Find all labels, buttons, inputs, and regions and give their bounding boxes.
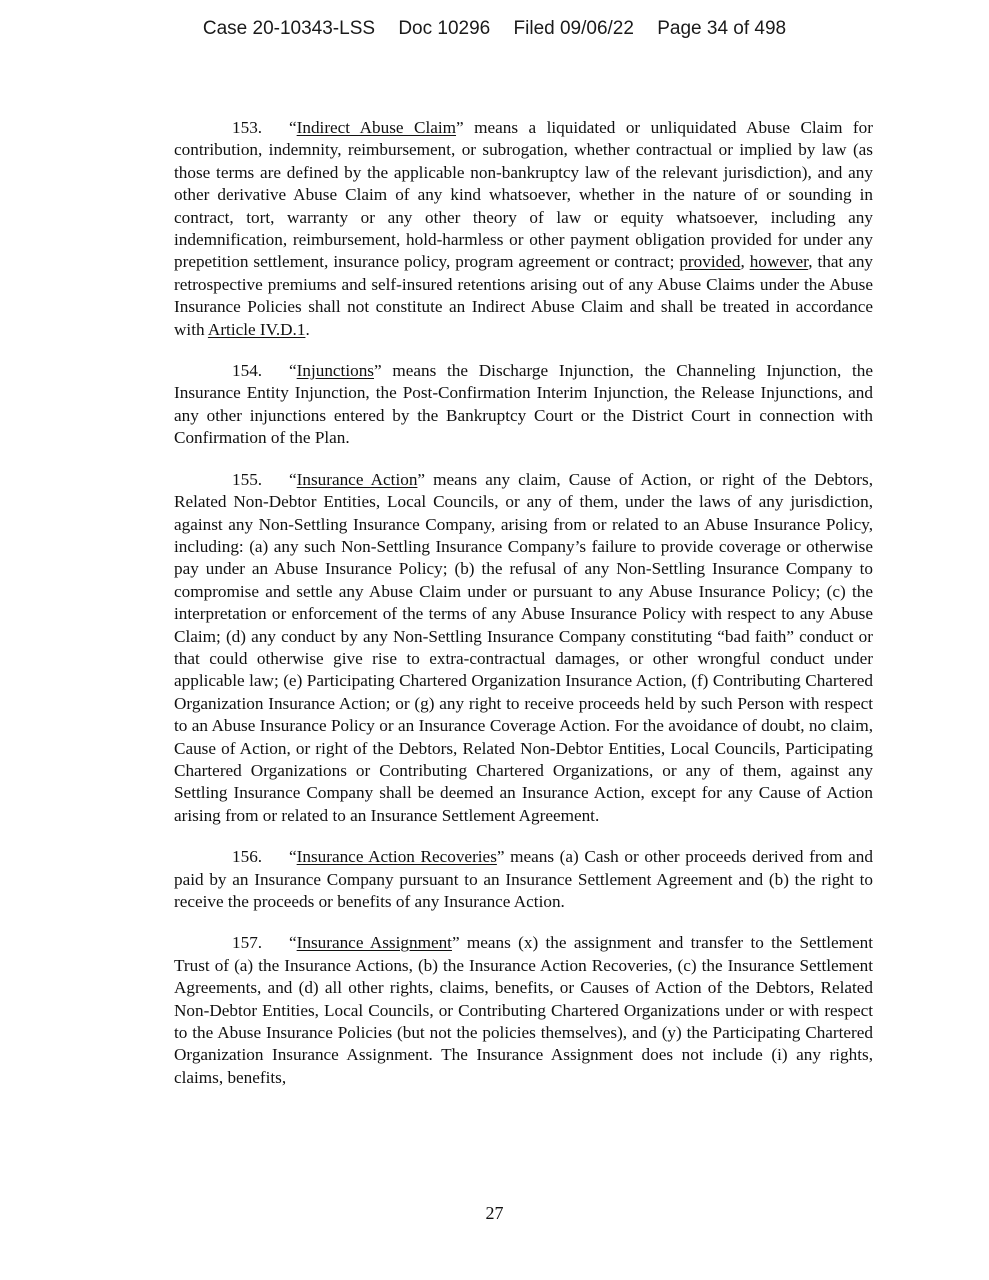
paragraph-number: 154. — [232, 361, 263, 381]
definition-text: ” means a liquidated or unliquidated Abuse Claim for contribution, indemnity, reimbursement, or subrogation, whether contractual or implied by law (as those terms are defined by the applicable non-bankruptcy law of the relevant jurisdiction), and any other derivative Abuse Claim of any kind whatsoever, whether in the nature of or sounding in contract, tort, warranty or any other theory of law or equity whatsoever, including any indemnification, reimbursement, hold-harmless or other payment obligation provided for under any prepetition settlement, insurance policy, program agreement or contract; — [174, 118, 873, 272]
definition-text: ” means any claim, Cause of Action, or right of the Debtors, Related Non-Debtor Entities, Local Councils, or any of them, under the laws of any jurisdiction, against any Non-Settling Insurance Company, arising from or related to an Abuse Insurance Policy, including: (a) any such Non-Settling Insurance Company’s failure to provide coverage or otherwise pay under an Abuse Insurance Policy; (b) the refusal of any Non-Settling Insurance Company to compromise and settle any Abuse Claim under or pursuant to any Abuse Insurance Policy; (c) the interpretation or enforcement of the terms of any Abuse Insurance Policy with respect to any Abuse Claim; (d) any conduct by any Non-Settling Insurance Company constituting “bad faith” conduct or that could otherwise give rise to extra-contractual damages, or other wrongful conduct under applicable law; (e) Participating Chartered Organization Insurance Action, (f) Contributing Chartered Organization Insurance Action; or (g) any right to receive proceeds held by such Person with respect to an Abuse Insurance Policy or an Insurance Coverage Action. For the avoidance of doubt, no claim, Cause of Action, or right of the Debtors, Related Non-Debtor Entities, Local Councils, Participating Chartered Organizations or Contributing Chartered Organizations, or any of them, against any Settling Insurance Company shall be deemed an Insurance Action, except for any Cause of Action arising from or related to an Insurance Settlement Agreement. — [174, 469, 873, 825]
defined-term: Insurance Action — [296, 469, 418, 489]
definition-paragraph-157: 157. “Insurance Assignment” means (x) the assignment and transfer to the Settlement Trust of (a) the Insurance Actions, (b) the Insurance Action Recoveries, (c) the Insurance Settlement Agreements, and (d) all other rights, claims, benefits, or Causes of Action of the Debtors, Related Non-Debtor Entities, Local Councils, or Contributing Chartered Organizations under or with respect to the Abuse Insurance Policies (but not the policies themselves), and (y) the Participating Chartered Organization Insurance Assignment. The Insurance Assignment does not include (i) any rights, claims, benefits, — [174, 933, 873, 1087]
paragraph-number: 157. — [232, 933, 263, 953]
emphasis-provided: provided — [679, 252, 741, 272]
paragraph-number: 156. — [232, 847, 263, 867]
defined-term: Indirect Abuse Claim — [296, 118, 457, 137]
page-number: 27 — [485, 1203, 504, 1223]
definition-paragraph-156: 156. “Insurance Action Recoveries” means (a) Cash or other proceeds derived from and paid by an Insurance Company pursuant to an Insurance Settlement Agreement and (b) the right to receive the proceeds or benefits of any Insurance Action. — [174, 847, 873, 911]
defined-term: Insurance Action Recoveries — [296, 847, 497, 867]
case-header — [0, 18, 989, 40]
paragraph-number: 153. — [232, 118, 263, 137]
definition-text: ” means (a) Cash or other proceeds derived from and paid by an Insurance Company pursuant to an Insurance Settlement Agreement and (b) the right to receive the proceeds or benefits of any Insurance Action. — [174, 847, 873, 911]
article-reference: Article IV.D.1 — [207, 319, 306, 339]
definition-text: ” means the Discharge Injunction, the Channeling Injunction, the Insurance Entity Injunction, the Post-Confirmation Interim Injunction, the Release Injunctions, and any other injunctions entered by the Bankruptcy Court or the District Court in connection with Confirmation of the Plan. — [174, 361, 873, 448]
paragraph-number: 155. — [232, 469, 263, 489]
definition-text: ” means (x) the assignment and transfer to the Settlement Trust of (a) the Insurance Actions, (b) the Insurance Action Recoveries, (c) the Insurance Settlement Agreements, and (d) all other rights, claims, benefits, or Causes of Action of the Debtors, Related Non-Debtor Entities, Local Councils, or Contributing Chartered Organizations under or with respect to the Abuse Insurance Policies (but not the policies themselves), and (y) the Participating Chartered Organization Insurance Assignment. The Insurance Assignment does not include (i) any rights, claims, benefits, — [174, 933, 873, 1087]
definition-paragraph-155: 155. “Insurance Action” means any claim, Cause of Action, or right of the Debtors, Related Non-Debtor Entities, Local Councils, or any of them, under the laws of any jurisdiction, against any Non-Settling Insurance Company, arising from or related to an Abuse Insurance Policy, including: (a) any such Non-Settling Insurance Company’s failure to provide coverage or otherwise pay under an Abuse Insurance Policy; (b) the refusal of any Non-Settling Insurance Company to compromise and settle any Abuse Claim under or pursuant to any Abuse Insurance Policy; (c) the interpretation or enforcement of the terms of any Abuse Insurance Policy with respect to any Abuse Claim; (d) any conduct by any Non-Settling Insurance Company constituting “bad faith” conduct or that could otherwise give rise to extra-contractual damages, or other wrongful conduct under applicable law; (e) Participating Chartered Organization Insurance Action, (f) Contributing Chartered Organization Insurance Action; or (g) any right to receive proceeds held by such Person with respect to an Abuse Insurance Policy or an Insurance Coverage Action. For the avoidance of doubt, no claim, Cause of Action, or right of the Debtors, Related Non-Debtor Entities, Local Councils, Participating Chartered Organizations or Contributing Chartered Organizations, or any of them, against any Settling Insurance Company shall be deemed an Insurance Action, except for any Cause of Action arising from or related to an Insurance Settlement Agreement. — [174, 469, 873, 825]
filed-date: Filed 09/06/22 — [513, 18, 634, 39]
page-indicator: Page 34 of 498 — [657, 18, 787, 39]
defined-term: Insurance Assignment — [296, 933, 452, 953]
definition-text: , that any retrospective premiums and self-insured retentions arising out of any Abuse Claims under the Abuse Insurance Policies shall not constitute an Indirect Abuse Claim and shall be treated in accordance with — [174, 252, 874, 339]
defined-term: Injunctions — [296, 361, 374, 381]
doc-number: Doc 10296 — [398, 18, 491, 39]
definition-paragraph-154: 154. “Injunctions” means the Discharge Injunction, the Channeling Injunction, the Insurance Entity Injunction, the Post-Confirmation Interim Injunction, the Release Injunctions, and any other injunctions entered by the Bankruptcy Court or the District Court in connection with Confirmation of the Plan. — [174, 361, 873, 448]
definition-paragraph-153: 153. “Indirect Abuse Claim” means a liquidated or unliquidated Abuse Claim for contribution, indemnity, reimbursement, or subrogation, whether contractual or implied by law (as those terms are defined by the applicable non-bankruptcy law of the relevant jurisdiction), and any other derivative Abuse Claim of any kind whatsoever, whether in the nature of or sounding in contract, tort, warranty or any other theory of law or equity whatsoever, including any indemnification, reimbursement, hold-harmless or other payment obligation provided for under any prepetition settlement, insurance policy, program agreement or contract; provided, however, that any retrospective premiums and self-insured retentions arising out of any Abuse Claims under the Abuse Insurance Policies shall not constitute an Indirect Abuse Claim and shall be treated in accordance with Article IV.D.1. — [174, 118, 874, 339]
emphasis-however: however — [749, 252, 809, 272]
case-number: Case 20-10343-LSS — [202, 18, 376, 39]
document-body — [174, 117, 873, 1108]
